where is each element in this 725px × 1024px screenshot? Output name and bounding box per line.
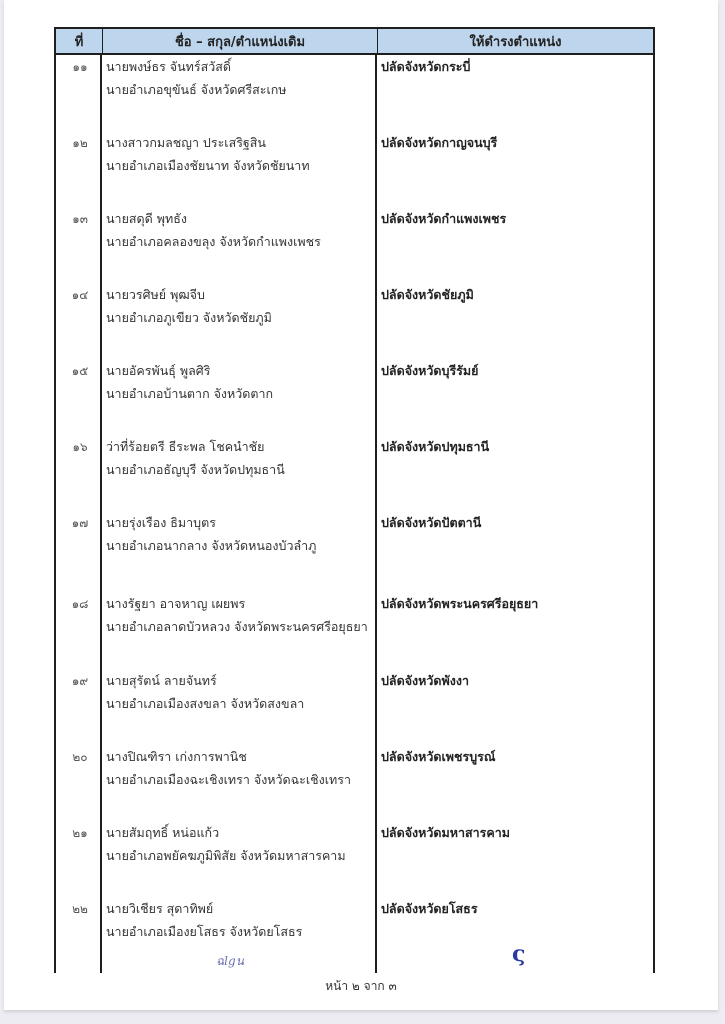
new-position: ปลัดจังหวัดปทุมธานี — [381, 439, 490, 454]
row-number: ๑๕ — [71, 364, 89, 378]
person-name: นายสดุดี พุทธัง — [106, 211, 187, 226]
table-row — [56, 131, 653, 207]
old-position: นายอำเภอพยัคฆภูมิพิสัย จังหวัดมหาสารคาม — [106, 848, 346, 863]
new-position: ปลัดจังหวัดยโสธร — [381, 901, 478, 916]
old-position: นายอำเภอลาดบัวหลวง จังหวัดพระนครศรีอยุธยา — [106, 619, 368, 634]
person-name: นายอัครพันธุ์ พูลศิริ — [106, 363, 211, 378]
table-body — [54, 55, 655, 973]
row-number: ๑๙ — [71, 674, 89, 688]
person-name: นางสาวกมลชญา ประเสริฐสิน — [106, 135, 266, 150]
new-position: ปลัดจังหวัดบุรีรัมย์ — [381, 363, 479, 378]
table-row — [56, 207, 653, 283]
person-name: นายวรศิษย์ พุฒจีบ — [106, 287, 205, 302]
row-number: ๑๒ — [72, 136, 88, 150]
row-number: ๒๑ — [72, 826, 88, 840]
person-name: นายสุรัตน์ ลายจันทร์ — [106, 673, 217, 688]
person-name: นายวิเชียร สุดาทิพย์ — [106, 901, 214, 916]
old-position: นายอำเภอคลองขลุง จังหวัดกำแพงเพชร — [106, 234, 321, 249]
person-name: นางรัฐยา อาจหาญ เผยพร — [106, 596, 246, 611]
document-page — [4, 0, 718, 1010]
signature-right: ς — [512, 941, 526, 967]
old-position: นายอำเภอภูเขียว จังหวัดชัยภูมิ — [106, 310, 272, 325]
row-number: ๑๑ — [72, 60, 88, 74]
table-row — [56, 511, 653, 587]
row-number: ๑๖ — [72, 440, 88, 454]
new-position: ปลัดจังหวัดเพชรบูรณ์ — [381, 749, 496, 764]
row-number: ๒๐ — [72, 750, 88, 764]
new-position: ปลัดจังหวัดพังงา — [381, 673, 469, 688]
row-number: ๑๘ — [71, 597, 89, 611]
new-position: ปลัดจังหวัดกำแพงเพชร — [381, 211, 507, 226]
row-number: ๑๗ — [71, 516, 89, 530]
old-position: นายอำเภอธัญบุรี จังหวัดปทุมธานี — [106, 462, 285, 477]
person-name: ว่าที่ร้อยตรี ธีระพล โชคนำชัย — [106, 439, 265, 454]
new-position: ปลัดจังหวัดปัตตานี — [381, 515, 482, 530]
table-header — [54, 27, 655, 55]
person-name: นายพงษ์ธร จันทร์สวัสดิ์ — [106, 59, 232, 74]
old-position: นายอำเภอเมืองยโสธร จังหวัดยโสธร — [106, 924, 303, 939]
person-name: นายรุ่งเรือง ธิมาบุตร — [106, 515, 216, 530]
old-position: นายอำเภอนากลาง จังหวัดหนองบัวลำภู — [106, 538, 317, 553]
table-row — [56, 821, 653, 897]
header-number: ที่ — [74, 34, 84, 50]
row-number: ๑๓ — [72, 212, 88, 226]
table-row — [56, 359, 653, 435]
old-position: นายอำเภอเมืองสงขลา จังหวัดสงขลา — [106, 696, 305, 711]
table-row — [56, 283, 653, 359]
old-position: นายอำเภอเมืองชัยนาท จังหวัดชัยนาท — [106, 158, 310, 173]
table-row — [56, 745, 653, 821]
new-position: ปลัดจังหวัดชัยภูมิ — [381, 287, 474, 302]
new-position: ปลัดจังหวัดพระนครศรีอยุธยา — [381, 596, 539, 611]
table-row — [56, 669, 653, 745]
table-row — [56, 55, 653, 131]
appointment-table — [54, 27, 655, 973]
old-position: นายอำเภอบ้านตาก จังหวัดตาก — [106, 386, 274, 401]
table-row — [56, 897, 653, 973]
old-position: นายอำเภอเมืองฉะเชิงเทรา จังหวัดฉะเชิงเทรา — [106, 772, 352, 787]
page-number: หน้า ๒ จาก ๓ — [325, 979, 397, 993]
table-row — [56, 592, 653, 668]
header-new-position: ให้ดำรงตำแหน่ง — [377, 29, 653, 53]
row-number: ๑๔ — [71, 288, 89, 302]
new-position: ปลัดจังหวัดมหาสารคาม — [381, 825, 510, 840]
new-position: ปลัดจังหวัดกาญจนบุรี — [381, 135, 498, 150]
person-name: นางปิณฑิรา เก่งการพานิช — [106, 749, 247, 764]
row-number: ๒๒ — [72, 902, 88, 916]
table-row — [56, 435, 653, 511]
person-name: นายสัมฤทธิ์ หน่อแก้ว — [106, 825, 220, 840]
header-name-old-position: ชื่อ – สกุล/ตำแหน่งเดิม — [102, 29, 377, 53]
new-position: ปลัดจังหวัดกระบี่ — [381, 59, 471, 74]
signature-left: ฉlgน — [216, 954, 244, 968]
old-position: นายอำเภอขุขันธ์ จังหวัดศรีสะเกษ — [106, 82, 287, 97]
